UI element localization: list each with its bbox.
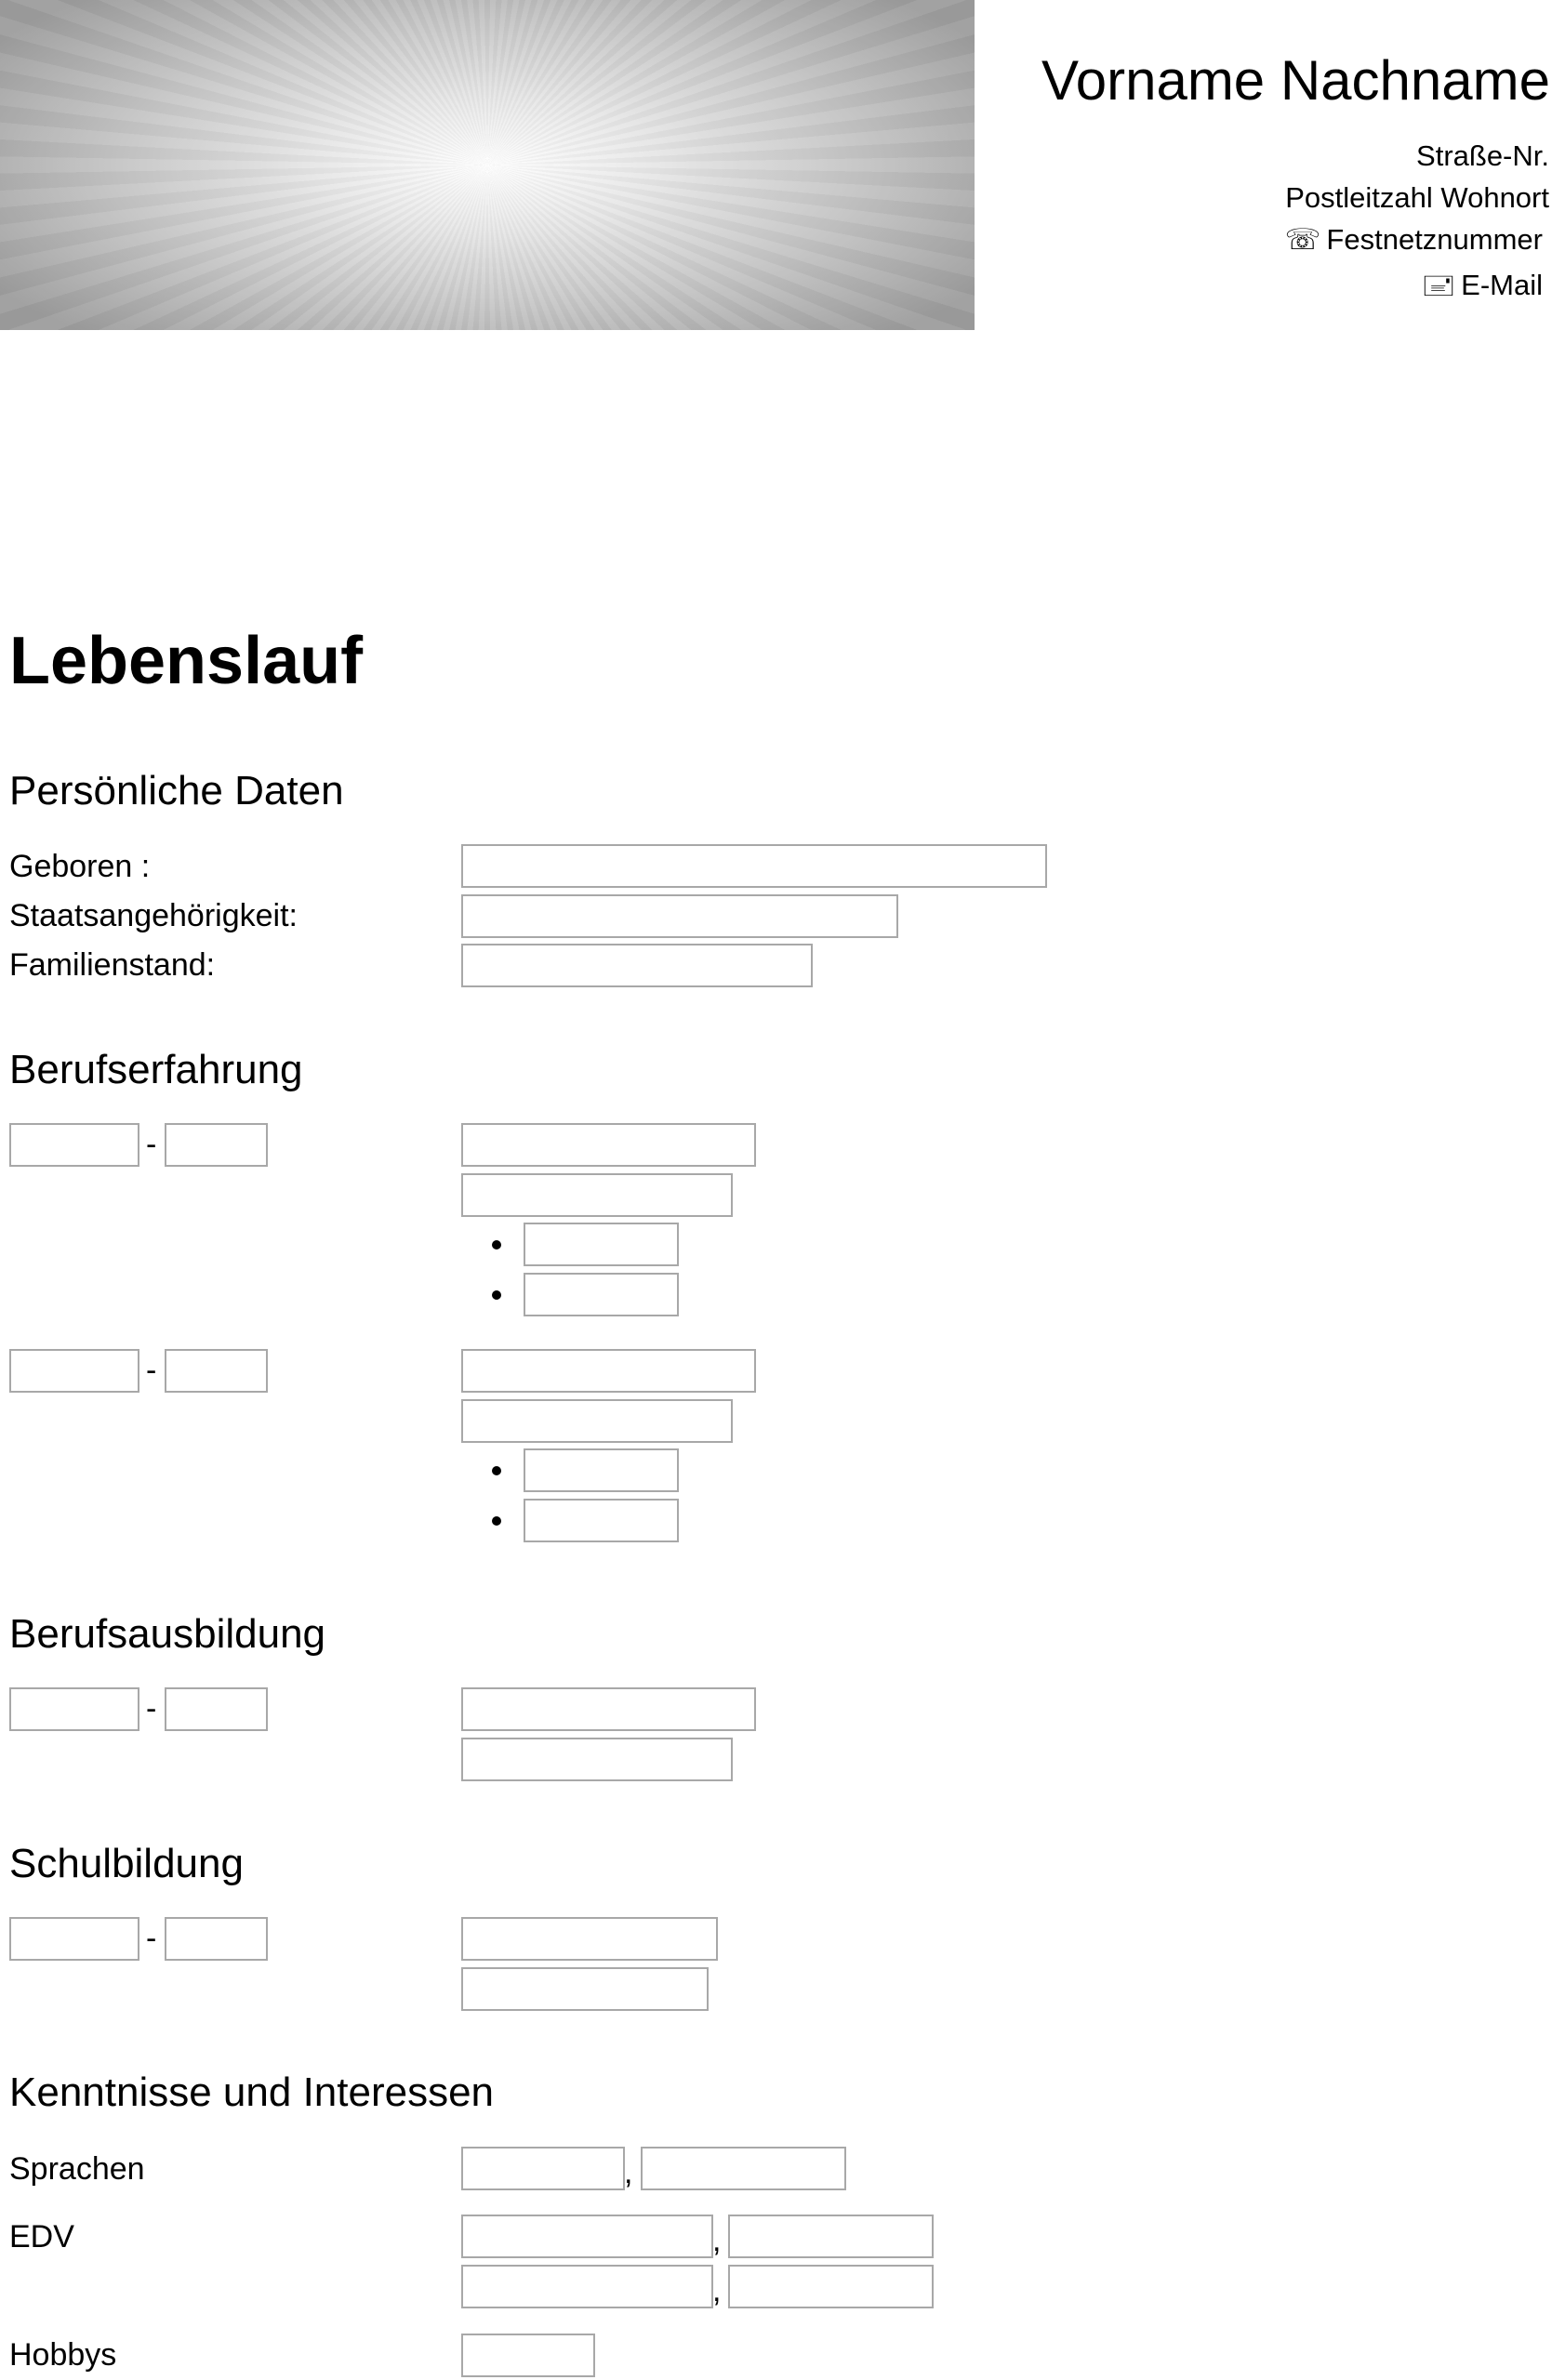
- bullet-icon: [492, 1516, 501, 1526]
- comma: ,: [712, 2273, 722, 2308]
- experience-2-company-field[interactable]: [461, 1399, 733, 1443]
- marital-status-field[interactable]: [461, 944, 813, 987]
- it-skill-1-field[interactable]: [461, 2215, 713, 2258]
- bullet-icon: [492, 1466, 501, 1475]
- it-skill-2-field[interactable]: [728, 2215, 934, 2258]
- marital-status-label: Familienstand:: [9, 947, 216, 983]
- school-from-field[interactable]: [9, 1917, 139, 1961]
- experience-1-dash: -: [146, 1127, 157, 1162]
- section-heading-skills: Kenntnisse und Interessen: [9, 2069, 495, 2115]
- phone-text: Festnetznummer: [1326, 223, 1543, 256]
- experience-1-company-field[interactable]: [461, 1173, 733, 1217]
- comma: ,: [624, 2155, 633, 2190]
- section-heading-personal: Persönliche Daten: [9, 768, 344, 813]
- comma: ,: [712, 2223, 722, 2258]
- language-1-field[interactable]: [461, 2147, 625, 2190]
- hobbies-field[interactable]: [461, 2334, 595, 2377]
- experience-1-task-2-field[interactable]: [524, 1273, 679, 1316]
- experience-2-dash: -: [146, 1353, 157, 1388]
- experience-2-task-1-field[interactable]: [524, 1448, 679, 1492]
- school-degree-field[interactable]: [461, 1967, 709, 2011]
- it-skill-3-field[interactable]: [461, 2265, 713, 2308]
- experience-1-from-field[interactable]: [9, 1123, 139, 1167]
- it-skills-label: EDV: [9, 2219, 74, 2254]
- email-line: [1422, 264, 1543, 313]
- document-title: Lebenslauf: [9, 624, 364, 698]
- training-to-field[interactable]: [165, 1687, 268, 1731]
- phone-icon: ☏: [1284, 223, 1321, 256]
- experience-1-position-field[interactable]: [461, 1123, 756, 1167]
- born-label: Geboren :: [9, 849, 151, 884]
- email-text: E-Mail: [1461, 269, 1543, 301]
- city-line: Postleitzahl Wohnort: [1285, 181, 1549, 214]
- school-to-field[interactable]: [165, 1917, 268, 1961]
- bullet-icon: [492, 1240, 501, 1250]
- school-dash: -: [146, 1921, 157, 1956]
- experience-1-task-1-field[interactable]: [524, 1223, 679, 1266]
- training-dash: -: [146, 1691, 157, 1726]
- experience-2-task-2-field[interactable]: [524, 1499, 679, 1542]
- training-occupation-field[interactable]: [461, 1687, 756, 1731]
- born-field[interactable]: [461, 844, 1047, 888]
- section-heading-school: Schulbildung: [9, 1841, 244, 1886]
- school-name-field[interactable]: [461, 1917, 718, 1961]
- bullet-icon: [492, 1290, 501, 1300]
- section-heading-experience: Berufserfahrung: [9, 1047, 303, 1092]
- section-heading-training: Berufsausbildung: [9, 1611, 326, 1657]
- applicant-name: Vorname Nachname: [1041, 49, 1550, 112]
- language-2-field[interactable]: [641, 2147, 846, 2190]
- training-from-field[interactable]: [9, 1687, 139, 1731]
- envelope-icon: 🖃: [1421, 269, 1456, 301]
- phone-line: [1285, 223, 1543, 257]
- experience-2-from-field[interactable]: [9, 1349, 139, 1393]
- nationality-field[interactable]: [461, 894, 898, 938]
- hobbies-label: Hobbys: [9, 2337, 117, 2373]
- it-skill-4-field[interactable]: [728, 2265, 934, 2308]
- training-company-field[interactable]: [461, 1738, 733, 1781]
- languages-label: Sprachen: [9, 2151, 145, 2187]
- nationality-label: Staatsangehörigkeit:: [9, 898, 298, 933]
- experience-2-to-field[interactable]: [165, 1349, 268, 1393]
- experience-2-position-field[interactable]: [461, 1349, 756, 1393]
- street-line: Straße-Nr.: [1416, 139, 1549, 172]
- header-banner: [0, 0, 975, 330]
- experience-1-to-field[interactable]: [165, 1123, 268, 1167]
